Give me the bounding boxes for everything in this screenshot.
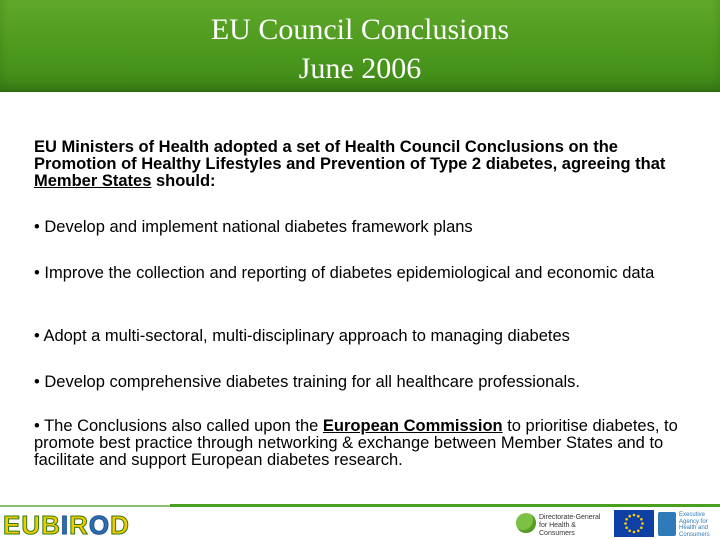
bullet-item: • Develop and implement national diabetes framework plans [34,218,473,236]
footer-divider [170,504,720,507]
dg-health-consumers-logo [516,510,608,538]
eubirod-logo: EUBIROD [3,510,130,540]
bullet-item: • Develop comprehensive diabetes training for all healthcare professionals. [34,373,580,391]
european-commission-link: European Commission [322,417,503,435]
eu-flag-icon [614,510,654,537]
executive-agency-logo [658,510,718,538]
agency-logo-text: Executive Agency for Health and Consumers [679,512,710,538]
member-states-link: Member States [34,172,152,190]
commission-text-end: to prioritise diabetes, to promote best practice through networking & exchange between Member States and to facilitate and support European diabetes research. [34,417,678,469]
title-banner [0,0,720,92]
bullet-item: • Adopt a multi-sectoral, multi-disciplinary approach to managing diabetes [34,327,570,345]
agency-icon [658,512,676,536]
bullet-item: • Improve the collection and reporting of diabetes epidemiological and economic data [34,264,655,282]
footer-logos [0,508,720,540]
commission-text-start: • The Conclusions also called upon the [34,417,323,435]
intro-text-end: should: [151,172,216,190]
slide-title-line-2: June 2006 [298,52,422,85]
bullet-item-commission [34,418,694,469]
dg-logo-text: Directorate-General for Health & Consumers [539,514,601,537]
slide-title-line-1: EU Council Conclusions [210,13,510,46]
footer-divider-left [0,505,170,507]
intro-text-start: EU Ministers of Health adopted a set of Health Council Conclusions on the Promotion of Healthy Lifestyles and Prevention of Type 2 diabetes, agreeing that [34,138,666,173]
apple-icon [516,513,536,533]
intro-paragraph [34,139,694,190]
